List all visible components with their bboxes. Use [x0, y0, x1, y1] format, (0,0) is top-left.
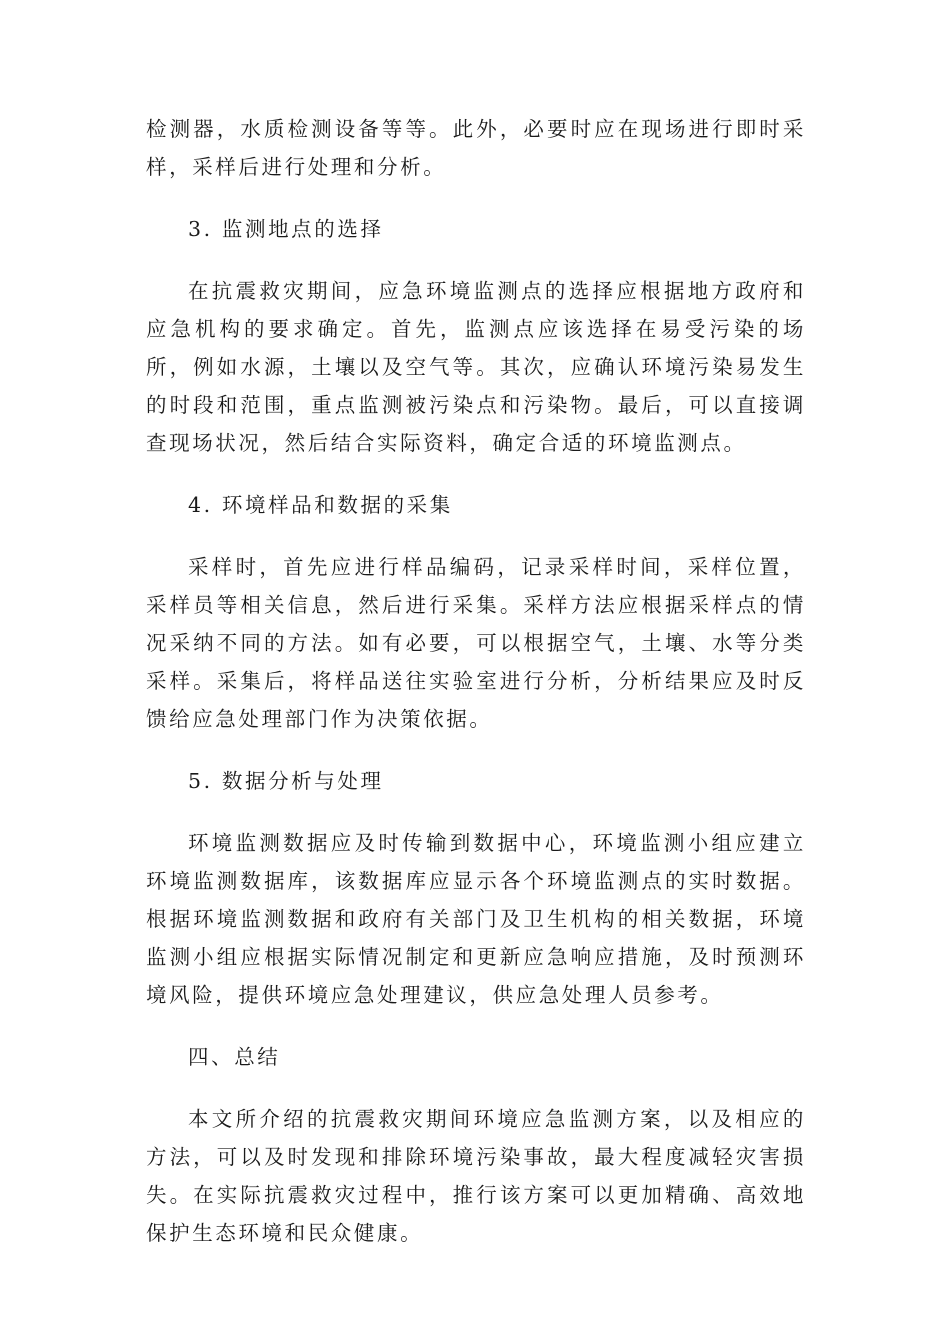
spacer [146, 1014, 806, 1038]
spacer [146, 186, 806, 210]
spacer [146, 738, 806, 762]
section-heading-data-analysis: 5. 数据分析与处理 [188, 769, 384, 793]
spacer [146, 800, 806, 824]
paragraph-site-selection: 在抗震救灾期间，应急环境监测点的选择应根据地方政府和应急机构的要求确定。首先，监测点应该选择在易受污染的场所，例如水源，土壤以及空气等。其次，应确认环境污染易发生的时段和范围，重点监测被污染点和污染物。最后，可以直接调查现场状况，然后结合实际资料，确定合适的环境监测点。 [146, 279, 806, 455]
paragraph-data-analysis: 环境监测数据应及时传输到数据中心，环境监测小组应建立环境监测数据库，该数据库应显示各个环境监测点的实时数据。根据环境监测数据和政府有关部门及卫生机构的相关数据，环境监测小组应根据实际情况制定和更新应急响应措施，及时预测环境风险，提供环境应急处理建议，供应急处理人员参考。 [146, 831, 806, 1007]
spacer [146, 248, 806, 272]
paragraph-summary: 本文所介绍的抗震救灾期间环境应急监测方案，以及相应的方法，可以及时发现和排除环境污染事故，最大程度减轻灾害损失。在实际抗震救灾过程中，推行该方案可以更加精确、高效地保护生态环境和民众健康。 [146, 1107, 806, 1245]
document-page [146, 110, 806, 1252]
spacer [146, 462, 806, 486]
section-heading-summary: 四、总结 [188, 1045, 281, 1069]
spacer [146, 1076, 806, 1100]
section-heading-sample-collection: 4. 环境样品和数据的采集 [188, 493, 453, 517]
section-heading-site-selection: 3. 监测地点的选择 [188, 217, 384, 241]
paragraph-sample-collection: 采样时，首先应进行样品编码，记录采样时间，采样位置，采样员等相关信息，然后进行采集。采样方法应根据采样点的情况采纳不同的方法。如有必要，可以根据空气，土壤、水等分类采样。采集后，将样品送往实验室进行分析，分析结果应及时反馈给应急处理部门作为决策依据。 [146, 555, 806, 731]
spacer [146, 524, 806, 548]
paragraph-equipment-sampling: 检测器，水质检测设备等等。此外，必要时应在现场进行即时采样，采样后进行处理和分析。 [146, 117, 806, 179]
